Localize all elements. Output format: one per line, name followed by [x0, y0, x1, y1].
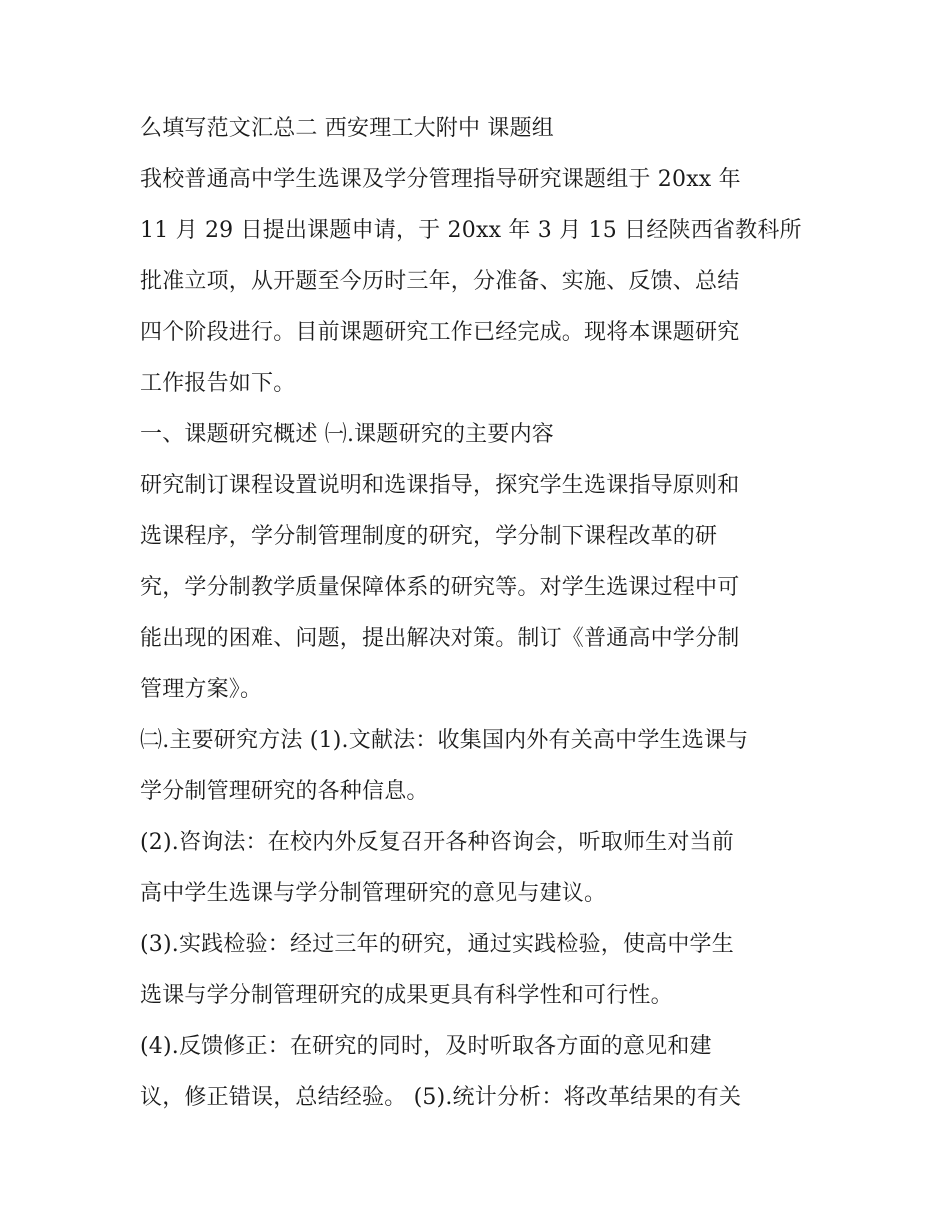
text-line-20: 议，修正错误，总结经验。 (5).统计分析：将改革结果的有关: [140, 1085, 742, 1110]
text-line-12: 管理方案》。: [140, 677, 263, 702]
text-line-15: (2).咨询法：在校内外反复召开各种咨询会，听取师生对当前: [140, 830, 734, 855]
text-line-8: 研究制订课程设置说明和选课指导，探究学生选课指导原则和: [140, 473, 740, 498]
text-line-16: 高中学生选课与学分制管理研究的意见与建议。: [140, 881, 607, 906]
text-line-5: 四个阶段进行。目前课题研究工作已经完成。现将本课题研究: [140, 320, 740, 345]
document-body: [140, 103, 830, 1123]
text-line-2: 我校普通高中学生选课及学分管理指导研究课题组于 20xx 年: [140, 167, 741, 192]
text-line-10: 究，学分制教学质量保障体系的研究等。对学生选课过程中可: [140, 575, 740, 600]
text-line-9: 选课程序，学分制管理制度的研究，学分制下课程改革的研: [140, 524, 718, 549]
text-line-11: 能出现的困难、问题，提出解决对策。制订《普通高中学分制: [140, 626, 740, 651]
text-line-14: 学分制管理研究的各种信息。: [140, 779, 429, 804]
methods-heading-line: ㈡.主要研究方法 (1).文献法：收集国内外有关高中学生选课与: [140, 728, 749, 753]
text-line-17: (3).实践检验：经过三年的研究，通过实践检验，使高中学生: [140, 932, 734, 957]
text-line-19: (4).反馈修正：在研究的同时，及时听取各方面的意见和建: [140, 1034, 712, 1059]
text-line-4: 批准立项，从开题至今历时三年，分准备、实施、反馈、总结: [140, 269, 740, 294]
text-line-3: 11 月 29 日提出课题申请，于 20xx 年 3 月 15 日经陕西省教科所: [140, 218, 802, 243]
text-line-1: 么填写范文汇总二 西安理工大附中 课题组: [140, 116, 554, 141]
text-line-18: 选课与学分制管理研究的成果更具有科学性和可行性。: [140, 983, 673, 1008]
section-heading-line: 一、课题研究概述 ㈠.课题研究的主要内容: [140, 422, 554, 447]
text-line-6: 工作报告如下。: [140, 371, 296, 396]
